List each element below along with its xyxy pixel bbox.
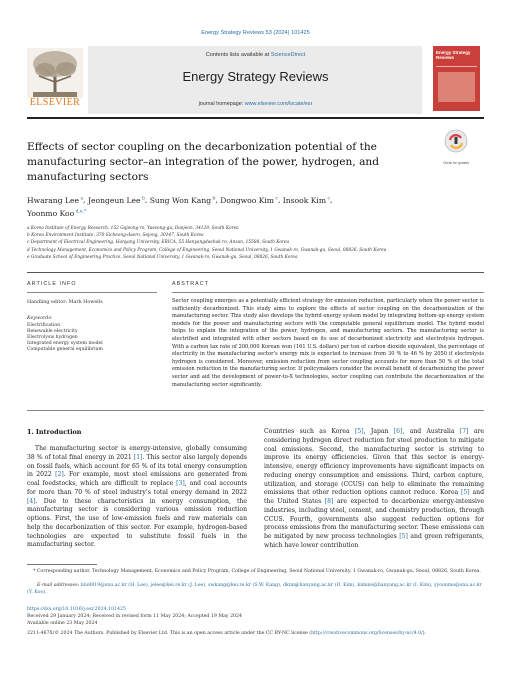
sciencedirect-link[interactable]: ScienceDirect bbox=[270, 52, 306, 58]
author-line-1: Hwarang Lee $^a$, Jeongeun Lee $^b$, Sung Won Kang $^b$, Dongwoo Kim $^c$, Insook Kim $^c$, bbox=[27, 195, 333, 205]
affiliation-line: d Technology Management, Economics and Policy Program, College of Engineering, Seoul National University, 1 Gwanak-ro, Gwanak-gu, Seoul, 08826, South Korea bbox=[27, 247, 387, 253]
keyword-item: Electrification bbox=[27, 323, 61, 328]
author-name[interactable]: Yoonmo Koo $^{d,e,*}$ bbox=[27, 209, 87, 219]
author-affiliation-mark[interactable]: d,e,* bbox=[74, 209, 87, 215]
keyword-item: Electrolysis hydrogen bbox=[27, 335, 78, 341]
keyword-item: Computable general equilibrium bbox=[27, 347, 103, 353]
author-name[interactable]: Hwarang Lee $^a$ bbox=[27, 195, 84, 205]
handling-editor: Handling editor: Mark Howells bbox=[27, 300, 103, 305]
affiliation-rule bbox=[27, 272, 484, 273]
body-text: , Japan bbox=[363, 428, 394, 435]
author-name[interactable]: Sung Won Kang $^b$ bbox=[149, 195, 216, 205]
keyword-item: Renewable electricity bbox=[27, 329, 78, 335]
email-links[interactable]: hlu8819@snu.ac.kr (H. Lee), jelee@kei.re.kr (J. Lee), swkang@kei.re.kr (S.W. Kang), dkim@hanyang.ac.kr (D. Kim), kimins@hanyang.ac.kr (I. Kim), yyoonmo@snu.ac.kr (Y. Koo). bbox=[27, 583, 482, 595]
body-text: . Due to these characteristics in energy consumption, the manufacturing sector is considering various emission reduction options. First, the use of low-emission fuels and raw materials can help the decarbonization of this sector. For example, hydrogen-based technologies are expected to substitute fossil fuels in the manufacturing sector. bbox=[27, 497, 247, 549]
footnote-rule bbox=[27, 564, 97, 565]
body-text: The manufacturing sector is energy-intensive, globally consuming 38 % of total final energy in 2021 bbox=[27, 445, 247, 461]
license-suffix: ). bbox=[422, 631, 427, 636]
body-text: , and Australia bbox=[402, 428, 460, 435]
body-text: and the United States bbox=[264, 489, 484, 505]
abstract-text: Sector coupling emerges as a potentially efficient strategy for emission reduction, particularly when the power sector is sufficiently decarbonized. This study aims to explore the effects of sector coupling on the decarbonization of the manufacturing sector. This study also develops the hybrid energy system model by integrating bottom-up energy system models for the power and manufacturing sectors with the computable general equilibrium model. The hybrid model helps to explain the integration of the power, hydrogen, and manufacturing sectors. The manufacturing sector is electrified and integrated with other sectors based on its use of decarbonized electricity and electrolysis hydrogen. With a carbon tax rate of 200,000 Korean won (161 U.S. dollars) per ton of carbon dioxide equivalent, the percentage of electricity in the manufacturing sector’s energy mix is expected to increase from 30 % to 46 % by 2050 if electrolysis hydrogen is considered. Moreover, emission reduction from sector coupling accounts for more than 50 % of the total emission reduction in the manufacturing sector. If policymakers consider the overall benefit of decarbonizing the power sector and aid the development of power-to-X technologies, sector coupling can contribute the decarbonization of the manufacturing sector significantly. bbox=[172, 298, 484, 388]
journal-cover-thumbnail bbox=[433, 46, 480, 111]
author-name[interactable]: Dongwoo Kim $^c$ bbox=[220, 195, 278, 205]
keyword-item: Integrated energy system model bbox=[27, 341, 103, 347]
author-affiliation-mark[interactable]: b bbox=[211, 196, 216, 201]
body-text: are expected to decarbonize energy-intensive industries, including steel, cement, and chemistry production, through CCUS. Fourth, governments also suggest reduction options for process emissions from the manufacturing sector. These emissions can be mitigated by new process technologies bbox=[264, 498, 484, 540]
abstract-bottom-rule bbox=[27, 410, 484, 411]
body-text: are considering hydrogen direct reduction for steel production to mitigate coal emissions. Second, the manufacturing sector is striving to improve its energy efficiencies. Given that this sector is energy-intensive, energy efficiency improvements have significant impacts on reducing energy consumption and emissions. Third, carbon capture, utilization, and storage (CCUS) can help to eliminate the remaining emissions that other reduction options cannot reduce. Korea bbox=[264, 428, 484, 497]
affiliation-line: b Korea Environment Institute, 370 Sicheong-daero, Sejong, 30147, South Korea bbox=[27, 233, 204, 239]
author-name[interactable]: Insook Kim $^c$ bbox=[282, 195, 330, 205]
available-online: Available online 23 May 2024 bbox=[27, 621, 98, 626]
author-affiliation-mark[interactable]: c bbox=[326, 196, 330, 201]
header-rule bbox=[27, 117, 484, 119]
citation-link[interactable]: [7] bbox=[459, 428, 469, 435]
body-text: . This sector also largely depends on fossil fuels, which account for 65 % of its total energy consumption in 2022 bbox=[27, 453, 247, 479]
received-dates: Received 29 January 2024; Received in revised form 11 May 2024; Accepted 19 May 2024 bbox=[27, 614, 243, 619]
license-statement bbox=[27, 631, 484, 638]
citation-link[interactable]: [5] bbox=[399, 533, 408, 540]
citation-link[interactable]: [5] bbox=[354, 428, 364, 435]
affiliation-line: c Department of Electrical Engineering, Hanyang University, ERICA, 55 Hanyangdaehak-ro, Ansan, 15588, South Korea bbox=[27, 240, 290, 246]
article-info-rule bbox=[27, 292, 157, 293]
license-link[interactable]: http://creativecommons.org/licenses/by-nc/4.0/ bbox=[311, 631, 423, 636]
section-heading-introduction: 1. Introduction bbox=[27, 428, 82, 436]
citation-link[interactable]: [8] bbox=[324, 498, 334, 505]
author-affiliation-mark[interactable]: c bbox=[274, 196, 278, 201]
intro-right-column bbox=[264, 428, 484, 551]
citation-link[interactable]: [4] bbox=[27, 497, 36, 505]
contents-prefix: Contents lists available at bbox=[205, 52, 270, 58]
intro-left-column bbox=[27, 445, 247, 550]
email-label: E-mail addresses: bbox=[37, 583, 80, 588]
article-info-heading: ARTICLE INFO bbox=[27, 281, 77, 287]
keywords-label: Keywords: bbox=[27, 316, 53, 321]
body-text: , and coal accounts for more than 70 % of steel industry’s total energy demand in 2022 bbox=[27, 480, 247, 496]
email-addresses bbox=[27, 583, 484, 596]
license-prefix: 2211-467X/© 2024 The Authors. Published by Elsevier Ltd. This is an open access article under the CC BY-NC license ( bbox=[27, 631, 312, 636]
keyword-list bbox=[27, 323, 103, 353]
journal-title: Energy Strategy Reviews bbox=[182, 69, 329, 84]
doi-url[interactable]: https://doi.org/10.1016/j.esr.2024.101425 bbox=[27, 607, 127, 612]
doi-link[interactable] bbox=[27, 607, 484, 614]
check-for-updates-icon bbox=[441, 128, 471, 158]
author-list bbox=[27, 193, 457, 220]
homepage-prefix: journal homepage: bbox=[198, 101, 244, 107]
badge-label: Check for updates bbox=[443, 161, 469, 165]
homepage-link[interactable]: www.elsevier.com/locate/esr bbox=[244, 101, 313, 107]
abstract-rule bbox=[172, 292, 484, 293]
author-affiliation-mark[interactable]: b bbox=[140, 196, 145, 201]
affiliation-line: e Graduate School of Engineering Practice, Seoul National University, 1 Gwanak-ro, Gwanak-gu, Seoul, 08826, South Korea bbox=[27, 254, 298, 260]
citation-link[interactable]: [6] bbox=[393, 428, 403, 435]
running-head: Energy Strategy Reviews 53 (2024) 101425 bbox=[201, 30, 310, 36]
abstract-heading: ABSTRACT bbox=[172, 281, 210, 287]
citation-link[interactable]: [2] bbox=[55, 471, 64, 479]
cover-title: Energy Strategy Reviews bbox=[436, 50, 471, 60]
corresponding-author-note: * Corresponding author. Technology Management, Economics and Policy Program, College of Engineering, Seoul National University, 1 Gwanak-ro, Gwanak-gu, Seoul, 08826, South Korea. bbox=[33, 569, 481, 574]
citation-link[interactable]: [3] bbox=[176, 480, 185, 487]
author-line-2 bbox=[27, 207, 457, 221]
citation-link[interactable]: [1] bbox=[133, 453, 143, 461]
article-title: Effects of sector coupling on the decarbonization potential of the manufacturing sector–an integration of the power, hydrogen, and manufacturing sectors bbox=[27, 141, 380, 183]
author-affiliation-mark[interactable]: a bbox=[79, 196, 84, 201]
body-text: and green refrigerants, which have lower contribution bbox=[264, 533, 484, 549]
affiliation-line: a Korea Institute of Energy Research, 152 Gajeong-ro, Yuseong-gu, Daejeon, 34129, South Korea bbox=[27, 226, 239, 231]
publisher-wordmark: ELSEVIER bbox=[29, 97, 81, 108]
body-text: Countries such as Korea bbox=[264, 428, 355, 435]
citation-link[interactable]: [5] bbox=[461, 489, 470, 497]
check-for-updates-badge[interactable] bbox=[441, 128, 471, 166]
body-text: . For example, most steel emissions are generated from coal feedstocks, which are difficult to replace bbox=[27, 471, 247, 487]
author-name[interactable]: Jeongeun Lee $^b$ bbox=[87, 195, 145, 205]
